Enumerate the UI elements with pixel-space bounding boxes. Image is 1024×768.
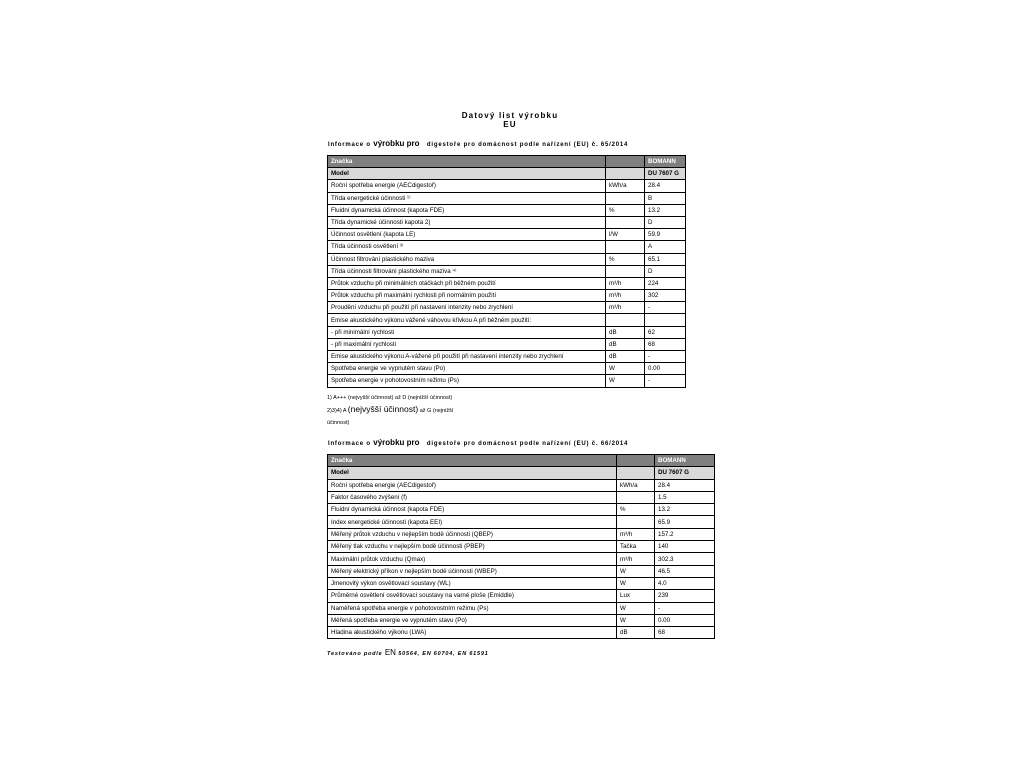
- row-unit: kWh/a: [617, 479, 655, 491]
- row-label: Třída účinnosti filtrování plastického maziva ⁴⁾: [328, 265, 606, 277]
- row-value: 140: [655, 541, 715, 553]
- row-value: 157.2: [655, 528, 715, 540]
- row-unit: %: [606, 204, 645, 216]
- table-row: [328, 326, 686, 338]
- row-unit: m³/h: [606, 302, 645, 314]
- section2-heading-pre: Informace o: [328, 441, 371, 447]
- section1-heading-pre: Informace o: [328, 142, 371, 148]
- table-row: [328, 363, 686, 375]
- row-label: Průměrné osvětlení osvětlovací soustavy na varné ploše (Emiddle): [328, 590, 617, 602]
- model-value: DU 7607 G: [655, 467, 715, 479]
- row-value: 28.4: [645, 180, 686, 192]
- table-row: [328, 375, 686, 387]
- table-row: [328, 241, 686, 253]
- footer-post: 50564, EN 60704, EN 61591: [398, 651, 489, 657]
- note-3: účinnost): [327, 420, 350, 426]
- row-value: 46.5: [655, 565, 715, 577]
- spec-table-66-2014: [327, 454, 715, 639]
- table-header-row: [328, 455, 715, 467]
- row-label: Index energetické účinnosti (kapota EEI): [328, 516, 617, 528]
- row-unit: [606, 241, 645, 253]
- row-label: Třída účinnosti osvětlení ³⁾: [328, 241, 606, 253]
- row-label: Třída energetické účinnosti ¹⁾: [328, 192, 606, 204]
- row-unit: W: [606, 363, 645, 375]
- note-2: [327, 404, 453, 414]
- row-unit: [617, 516, 655, 528]
- footer-pre: Testováno podle: [327, 651, 383, 657]
- datasheet-title: [420, 111, 600, 129]
- row-value: 68: [655, 627, 715, 639]
- row-unit: %: [606, 253, 645, 265]
- table-row: [328, 491, 715, 503]
- table-row: [328, 479, 715, 491]
- row-value: 239: [655, 590, 715, 602]
- table-row: [328, 504, 715, 516]
- footer-big: EN: [384, 648, 396, 657]
- table-row: [328, 302, 686, 314]
- row-unit: Tačka: [617, 541, 655, 553]
- row-label: Spotřeba energie ve vypnutém stavu (Po): [328, 363, 606, 375]
- row-value: 224: [645, 277, 686, 289]
- section1-heading-big: výrobku pro: [373, 139, 420, 148]
- table-row: [328, 565, 715, 577]
- title-line2: EU: [503, 120, 517, 129]
- row-unit: dB: [617, 627, 655, 639]
- section2-heading-big: výrobku pro: [373, 438, 420, 447]
- row-unit: l/W: [606, 229, 645, 241]
- row-label: Fluidní dynamická účinnost (kapota FDE): [328, 204, 606, 216]
- table-row: [328, 253, 686, 265]
- row-unit: [606, 314, 645, 326]
- model-unit: [606, 168, 645, 180]
- row-label: Spotřeba energie v pohotovostním režimu (Ps): [328, 375, 606, 387]
- row-value: -: [655, 602, 715, 614]
- row-value: -: [645, 302, 686, 314]
- section1-heading-post: digestoře pro domácnost podle nařízení (EU) č. 65/2014: [426, 142, 629, 148]
- row-unit: [606, 265, 645, 277]
- row-value: D: [645, 265, 686, 277]
- row-unit: dB: [606, 326, 645, 338]
- note-2-post: až G (nejnižší: [419, 408, 454, 414]
- spec-table-65-2014: [327, 155, 686, 388]
- row-label: Měřený elektrický příkon v nejlepším bodě účinnosti (WBEP): [328, 565, 617, 577]
- row-unit: Lux: [617, 590, 655, 602]
- row-label: Maximální průtok vzduchu (Qmax): [328, 553, 617, 565]
- row-label: - při maximální rychlosti: [328, 338, 606, 350]
- row-unit: m³/h: [617, 528, 655, 540]
- table-row: [328, 614, 715, 626]
- row-unit: [606, 192, 645, 204]
- row-unit: %: [617, 504, 655, 516]
- table-model-row: [328, 168, 686, 180]
- model-label: Model: [328, 467, 617, 479]
- row-value: 13.2: [655, 504, 715, 516]
- row-value: B: [645, 192, 686, 204]
- section2-heading-post: digestoře pro domácnost podle nařízení (EU) č. 66/2014: [426, 441, 629, 447]
- row-value: 0.00: [655, 614, 715, 626]
- row-unit: kWh/a: [606, 180, 645, 192]
- header-brand-label: Značka: [328, 455, 617, 467]
- model-unit: [617, 467, 655, 479]
- row-label: Faktor časového zvýšení (f): [328, 491, 617, 503]
- header-brand-value: BOMANN: [655, 455, 715, 467]
- note-1: 1) A+++ (nejvyšší účinnost) až D (nejnižší účinnost): [327, 395, 453, 401]
- row-unit: W: [617, 602, 655, 614]
- table-row: [328, 541, 715, 553]
- row-label: Naměřená spotřeba energie v pohotovostním režimu (Ps): [328, 602, 617, 614]
- table-row: [328, 314, 686, 326]
- title-line1: Datový list výrobku: [461, 111, 559, 120]
- row-label: Měřená spotřeba energie ve vypnutém stavu (Po): [328, 614, 617, 626]
- header-brand-label: Značka: [328, 156, 606, 168]
- table-row: [328, 277, 686, 289]
- table-row: [328, 180, 686, 192]
- note-2-pre: 2)3)4) A: [327, 408, 347, 414]
- row-value: A: [645, 241, 686, 253]
- row-label: Roční spotřeba energie (AECdigestoř): [328, 180, 606, 192]
- row-value: D: [645, 216, 686, 228]
- row-label: Hladina akustického výkonu (LWA): [328, 627, 617, 639]
- testing-standards: [327, 648, 489, 657]
- header-unit: [606, 156, 645, 168]
- row-value: 13.2: [645, 204, 686, 216]
- row-label: Emise akustického výkonu vážené váhovou křivkou A při běžném použití:: [328, 314, 606, 326]
- row-value: 62: [645, 326, 686, 338]
- row-value: [645, 314, 686, 326]
- row-label: Průtok vzduchu při minimálních otáčkách při běžném použití: [328, 277, 606, 289]
- row-value: -: [645, 351, 686, 363]
- row-label: Jmenovitý výkon osvětlovací soustavy (WL): [328, 577, 617, 589]
- row-value: 4.0: [655, 577, 715, 589]
- row-unit: [606, 216, 645, 228]
- table-row: [328, 338, 686, 350]
- row-label: Třída dynamické účinnosti kapota 2): [328, 216, 606, 228]
- row-value: -: [645, 375, 686, 387]
- row-label: Měřený tlak vzduchu v nejlepším bodě účinnosti (PBEP): [328, 541, 617, 553]
- row-value: 28.4: [655, 479, 715, 491]
- row-label: Emise akustického výkonu A-vážené při použití při nastavení intenzity nebo zrychlení: [328, 351, 606, 363]
- table-row: [328, 204, 686, 216]
- row-unit: [617, 491, 655, 503]
- note-2-big: (nejvyšší účinnost): [347, 404, 419, 414]
- row-value: 68: [645, 338, 686, 350]
- section2-heading: [328, 438, 628, 447]
- header-unit: [617, 455, 655, 467]
- header-brand-value: BOMANN: [645, 156, 686, 168]
- row-unit: m³/h: [606, 277, 645, 289]
- model-value: DU 7607 G: [645, 168, 686, 180]
- row-value: 65.1: [645, 253, 686, 265]
- table-row: [328, 553, 715, 565]
- table-row: [328, 265, 686, 277]
- row-value: 302.3: [655, 553, 715, 565]
- table-row: [328, 577, 715, 589]
- table-row: [328, 192, 686, 204]
- table-model-row: [328, 467, 715, 479]
- row-label: Průtok vzduchu při maximální rychlosti při normálním použití: [328, 290, 606, 302]
- table-row: [328, 229, 686, 241]
- row-unit: W: [617, 565, 655, 577]
- table-row: [328, 528, 715, 540]
- row-value: 59.9: [645, 229, 686, 241]
- table-row: [328, 590, 715, 602]
- row-value: 1.5: [655, 491, 715, 503]
- row-label: Fluidní dynamická účinnost (kapota FDE): [328, 504, 617, 516]
- row-label: Účinnost filtrování plastického maziva: [328, 253, 606, 265]
- row-unit: W: [606, 375, 645, 387]
- row-value: 302: [645, 290, 686, 302]
- row-unit: W: [617, 577, 655, 589]
- row-value: 0.00: [645, 363, 686, 375]
- row-label: - při minimální rychlosti: [328, 326, 606, 338]
- table-row: [328, 627, 715, 639]
- row-label: Proudění vzduchu při použití při nastavení intenzity nebo zrychlení: [328, 302, 606, 314]
- section1-heading: [328, 139, 628, 148]
- table-row: [328, 290, 686, 302]
- table-row: [328, 351, 686, 363]
- row-unit: m³/h: [606, 290, 645, 302]
- table-header-row: [328, 156, 686, 168]
- table-row: [328, 216, 686, 228]
- table-row: [328, 602, 715, 614]
- model-label: Model: [328, 168, 606, 180]
- row-unit: W: [617, 614, 655, 626]
- row-unit: dB: [606, 338, 645, 350]
- row-label: Účinnost osvětlení (kapota LE): [328, 229, 606, 241]
- row-unit: m³/h: [617, 553, 655, 565]
- row-label: Měřený průtok vzduchu v nejlepším bodě účinnosti (QBEP): [328, 528, 617, 540]
- row-label: Roční spotřeba energie (AECdigestoř): [328, 479, 617, 491]
- row-unit: dB: [606, 351, 645, 363]
- table-row: [328, 516, 715, 528]
- row-value: 65.9: [655, 516, 715, 528]
